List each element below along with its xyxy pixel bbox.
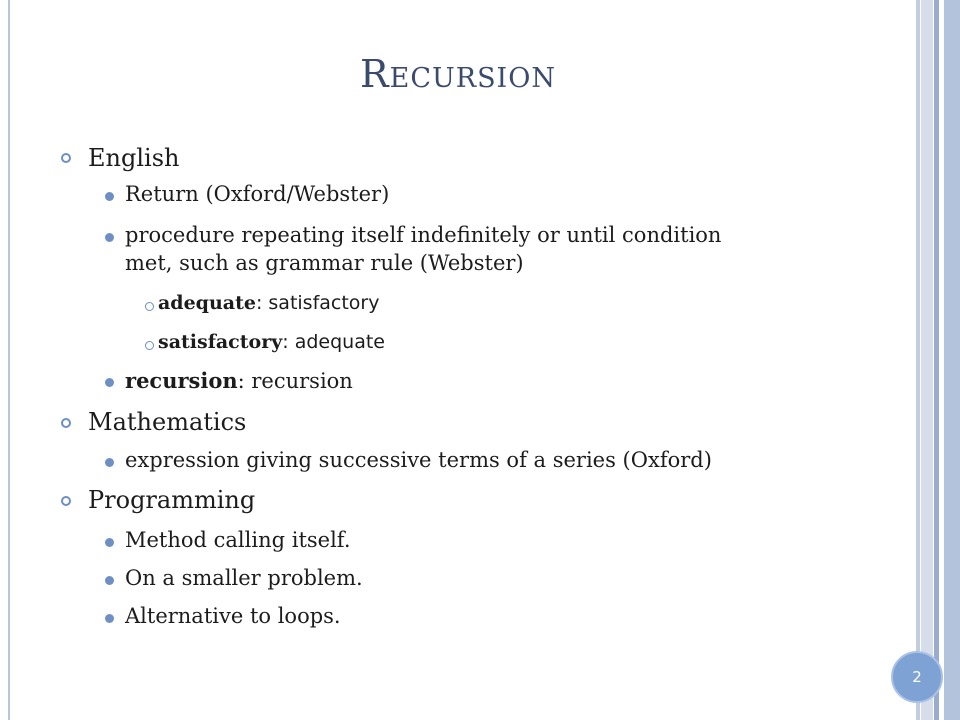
bullet-adequate xyxy=(158,292,380,314)
left-border xyxy=(8,0,10,720)
dot-bullet-icon xyxy=(105,576,114,585)
dot-bullet-icon xyxy=(105,458,114,467)
right-border-stripe xyxy=(944,0,960,720)
ring-bullet-icon xyxy=(145,302,154,311)
bullet-return: Return (Oxford/Webster) xyxy=(125,182,390,206)
bullet-satisfactory xyxy=(158,331,385,353)
right-border-stripe xyxy=(934,0,939,720)
bullet-expression: expression giving successive terms of a series (Oxford) xyxy=(125,448,712,472)
ring-bullet-icon xyxy=(61,496,71,506)
dot-bullet-icon xyxy=(105,614,114,623)
ring-bullet-icon xyxy=(145,341,154,350)
bullet-loops: Alternative to loops. xyxy=(125,604,341,628)
bullet-english: English xyxy=(88,144,180,172)
page-number-badge: 2 xyxy=(891,651,943,703)
def-recursion: : recursion xyxy=(237,369,353,393)
slide-title: Recursion xyxy=(360,52,556,96)
term-adequate: adequate xyxy=(158,292,256,314)
dot-bullet-icon xyxy=(105,192,114,201)
ring-bullet-icon xyxy=(61,418,71,428)
def-satisfactory: : adequate xyxy=(282,331,385,353)
bullet-recursion xyxy=(125,368,353,393)
right-border-stripe xyxy=(921,0,933,720)
dot-bullet-icon xyxy=(105,378,114,387)
bullet-procedure-line1: procedure repeating itself indefinitely or until condition xyxy=(125,223,722,247)
right-border-stripe xyxy=(916,0,920,720)
bullet-smaller: On a smaller problem. xyxy=(125,566,363,590)
ring-bullet-icon xyxy=(61,153,71,163)
bullet-procedure-line2: met, such as grammar rule (Webster) xyxy=(125,251,524,275)
dot-bullet-icon xyxy=(105,538,114,547)
bullet-mathematics: Mathematics xyxy=(88,408,247,436)
term-satisfactory: satisfactory xyxy=(158,331,283,353)
def-adequate: : satisfactory xyxy=(255,292,380,314)
term-recursion: recursion xyxy=(125,368,238,393)
bullet-programming: Programming xyxy=(88,486,256,514)
dot-bullet-icon xyxy=(105,233,114,242)
bullet-method: Method calling itself. xyxy=(125,528,351,552)
